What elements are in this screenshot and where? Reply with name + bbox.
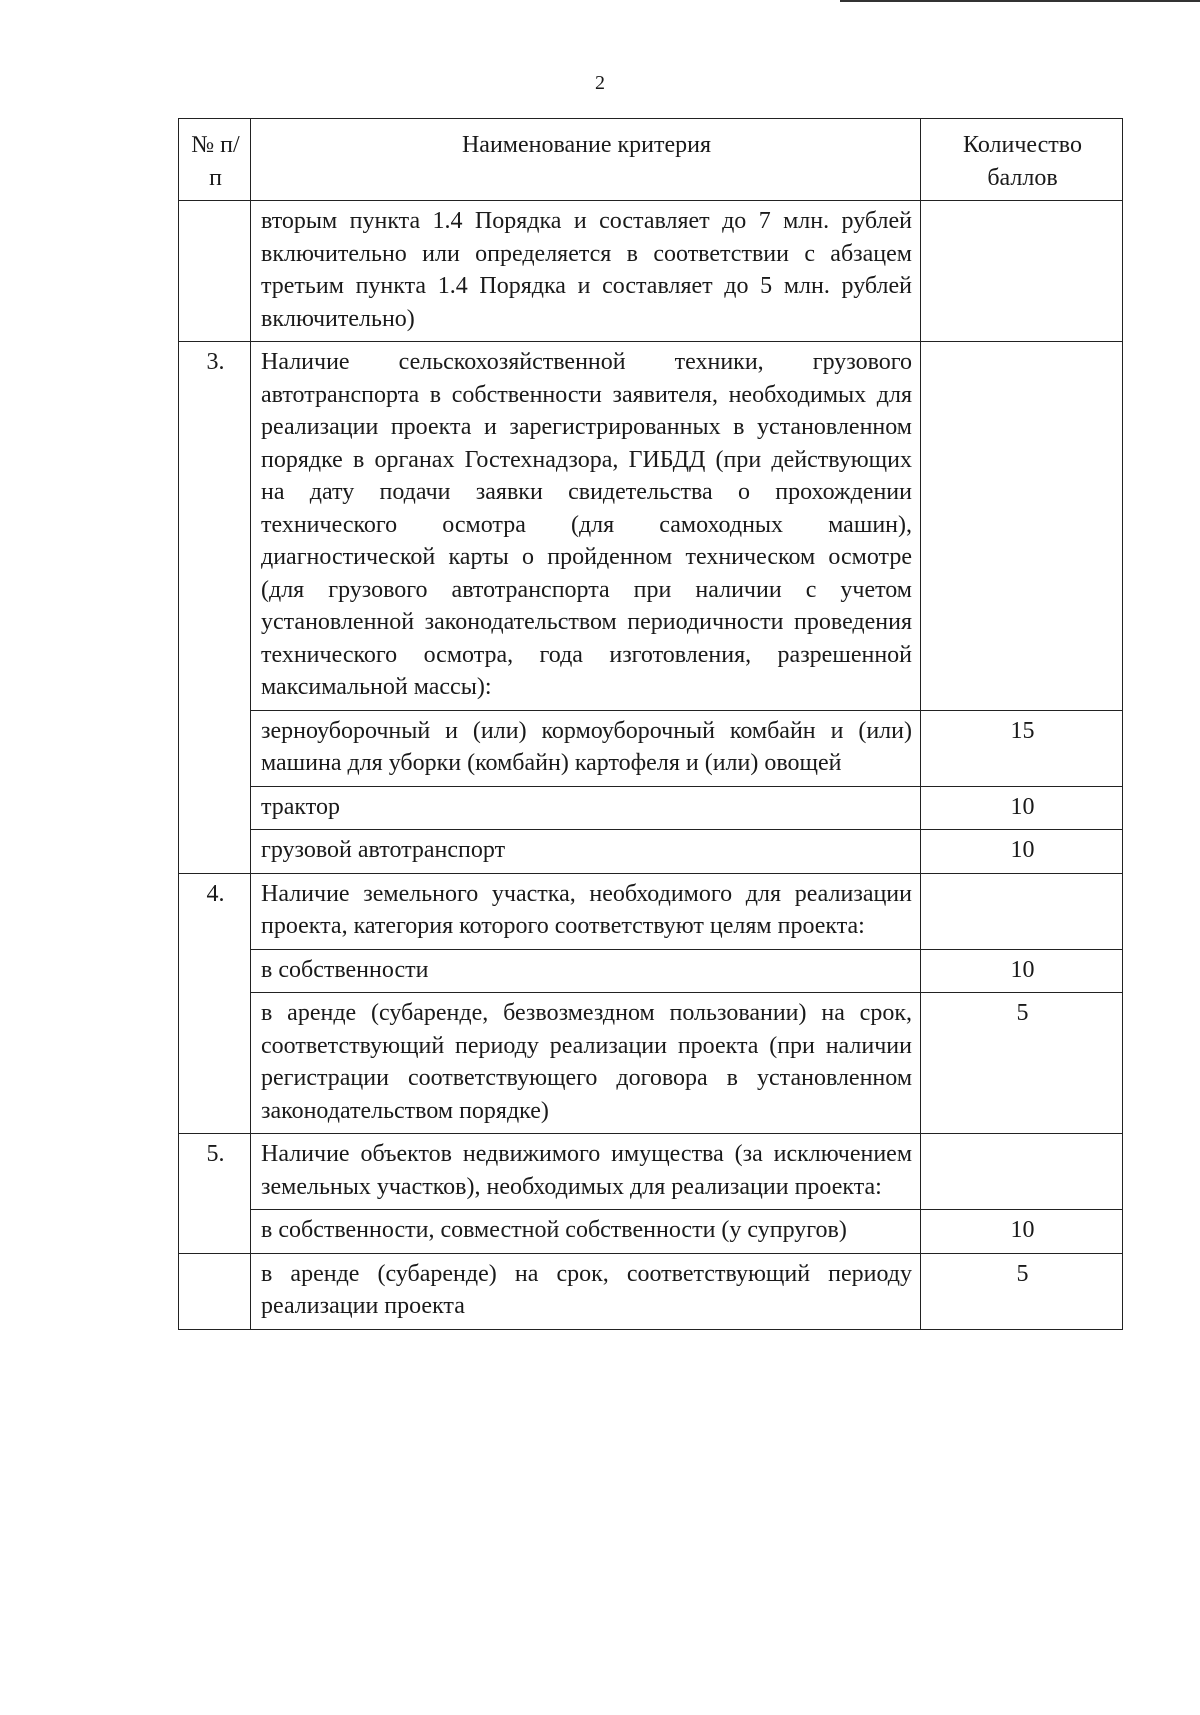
- table-header-row: [179, 119, 1123, 201]
- criterion-score: 15: [921, 710, 1123, 786]
- table-row: [179, 1210, 1123, 1254]
- table-row: [179, 993, 1123, 1134]
- criterion-score: [921, 873, 1123, 949]
- table-row: [179, 710, 1123, 786]
- criterion-name: грузовой автотранспорт: [251, 830, 921, 874]
- row-num: [179, 993, 251, 1134]
- table-row: [179, 1253, 1123, 1329]
- header-num: № п/п: [179, 119, 251, 201]
- table-row: [179, 201, 1123, 342]
- row-num: [179, 1253, 251, 1329]
- criterion-name: вторым пункта 1.4 Порядка и составляет до 7 млн. рублей включительно или определяется в соответствии с абзацем третьим пункта 1.4 Порядка и составляет до 5 млн. рублей включительно): [251, 201, 921, 342]
- criterion-score: 10: [921, 830, 1123, 874]
- criterion-name: трактор: [251, 786, 921, 830]
- row-num: 4.: [179, 873, 251, 949]
- criterion-name: зерноуборочный и (или) кормоуборочный комбайн и (или) машина для уборки (комбайн) картофеля и (или) овощей: [251, 710, 921, 786]
- row-num: 5.: [179, 1134, 251, 1210]
- scan-edge-line: [840, 0, 1200, 2]
- row-num: [179, 710, 251, 786]
- criterion-name: в аренде (субаренде, безвозмездном пользовании) на срок, соответствующий периоду реализации проекта (при наличии регистрации соответствующего договора в установленном законодательством порядке): [251, 993, 921, 1134]
- criterion-score: 10: [921, 949, 1123, 993]
- table-row: [179, 949, 1123, 993]
- table-row: [179, 786, 1123, 830]
- header-name: Наименование критерия: [251, 119, 921, 201]
- criterion-score: 5: [921, 993, 1123, 1134]
- criterion-score: [921, 201, 1123, 342]
- row-num: [179, 201, 251, 342]
- table-row: [179, 873, 1123, 949]
- row-num: 3.: [179, 342, 251, 711]
- row-num: [179, 786, 251, 830]
- criterion-name: Наличие сельскохозяйственной техники, грузового автотранспорта в собственности заявителя, необходимых для реализации проекта и зарегистрированных в установленном порядке в органах Гостехнадзора, ГИБДД (при действующих на дату подачи заявки свидетельства о прохождении технического осмотра (для самоходных машин), диагностической карты о пройденном техническом осмотре (для грузового автотранспорта при наличии с учетом установленной законодательством периодичности проведения технического осмотра, года изготовления, разрешенной максимальной массы):: [251, 342, 921, 711]
- criterion-score: [921, 1134, 1123, 1210]
- header-score: Количество баллов: [921, 119, 1123, 201]
- criterion-score: 5: [921, 1253, 1123, 1329]
- criterion-score: 10: [921, 1210, 1123, 1254]
- criterion-score: [921, 342, 1123, 711]
- row-num: [179, 949, 251, 993]
- criterion-name: Наличие земельного участка, необходимого для реализации проекта, категория которого соответствуют целям проекта:: [251, 873, 921, 949]
- criterion-name: в собственности: [251, 949, 921, 993]
- table-row: [179, 830, 1123, 874]
- row-num: [179, 830, 251, 874]
- criterion-name: Наличие объектов недвижимого имущества (за исключением земельных участков), необходимых для реализации проекта:: [251, 1134, 921, 1210]
- criteria-table: [178, 118, 1123, 1330]
- criterion-score: 10: [921, 786, 1123, 830]
- criterion-name: в собственности, совместной собственности (у супругов): [251, 1210, 921, 1254]
- criterion-name: в аренде (субаренде) на срок, соответствующий периоду реализации проекта: [251, 1253, 921, 1329]
- row-num: [179, 1210, 251, 1254]
- table-row: [179, 1134, 1123, 1210]
- page-number: 2: [595, 72, 605, 94]
- table-row: [179, 342, 1123, 711]
